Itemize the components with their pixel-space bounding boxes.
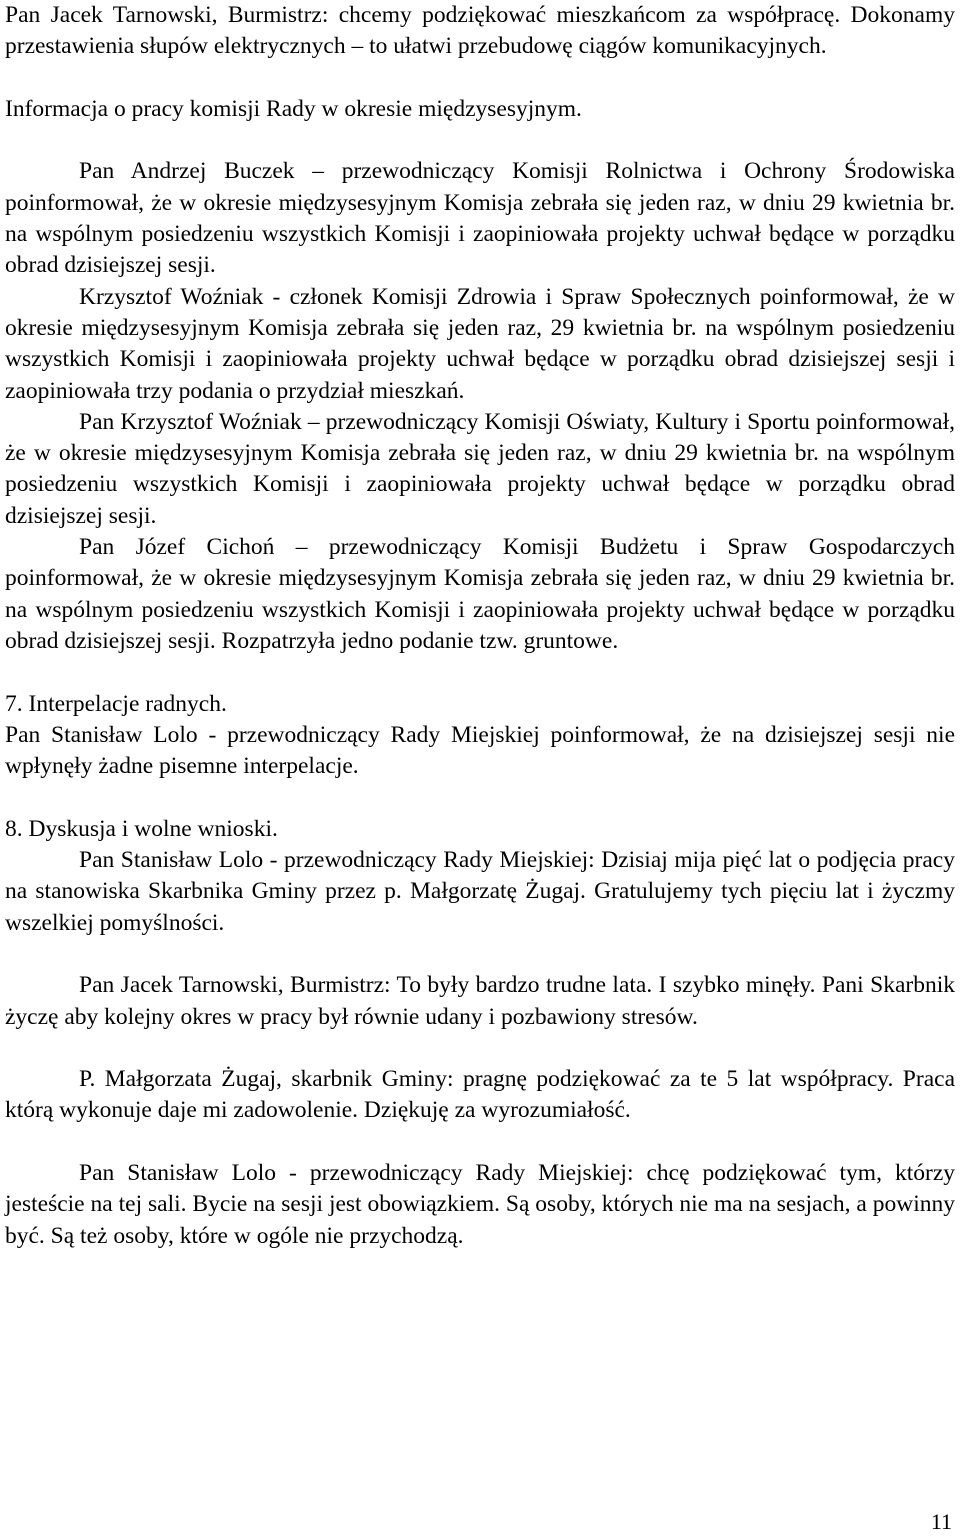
paragraph-cichon-report: Pan Józef Cichoń – przewodniczący Komisji Budżetu i Spraw Gospodarczych poinformował, że w okresie międzysesyjnym Komisja zebrała się jeden raz, w dniu 29 kwietnia br. na wspólnym posiedzeniu wszystkich Komisji i zaopiniowała projekty uchwał będące w porządku obrad dzisiejszej sesji. Rozpatrzyła jedno podanie tzw. gruntowe. [5, 534, 955, 654]
paragraph-wozniak-education-report: Pan Krzysztof Woźniak – przewodniczący Komisji Oświaty, Kultury i Sportu poinformował, że w okresie międzysesyjnym Komisja zebrała się jeden raz, w dniu 29 kwietnia br. na wspólnym posiedzeniu wszystkich Komisji i zaopiniowała projekty uchwał będące w porządku obrad dzisiejszej sesji. [5, 408, 955, 529]
paragraph-tarnowski-wishes: Pan Jacek Tarnowski, Burmistrz: To były bardzo trudne lata. I szybko minęły. Pani Skarbnik życzę aby kolejny okres w pracy był równie udany i pozbawiony stresów. [5, 972, 955, 1030]
paragraph-zugaj-thanks: P. Małgorzata Żugaj, skarbnik Gminy: pragnę podziękować za te 5 lat współpracy. Praca którą wykonuje daje mi zadowolenie. Dziękuję za wyrozumiałość. [5, 1066, 955, 1124]
paragraph-lolo-congratulations: Pan Stanisław Lolo - przewodniczący Rady Miejskiej: Dzisiaj mija pięć lat o podjęcia pracy na stanowiska Skarbnika Gminy przez p. Małgorzatę Żugaj. Gratulujemy tych pięciu lat i życzmy wszelkiej pomyślności. [5, 847, 955, 936]
paragraph-lolo-interpellations: Pan Stanisław Lolo - przewodniczący Rady Miejskiej poinformował, że na dzisiejszej sesji nie wpłynęły żadne pisemne interpelacje. [5, 721, 955, 780]
section-heading-discussion: 8. Dyskusja i wolne wnioski. [5, 815, 278, 842]
section-heading-interpellations: 7. Interpelacje radnych. [5, 690, 227, 717]
paragraph-wozniak-health-report: Krzysztof Woźniak - członek Komisji Zdrowia i Spraw Społecznych poinformował, że w okresie międzysesyjnym Komisja zebrała się jeden raz, 29 kwietnia br. na wspólnym posiedzeniu wszystkich Komisji i zaopiniowała projekty uchwał będące w porządku obrad dzisiejszej sesji i zaopiniowała trzy podania o przydział mieszkań. [5, 283, 955, 404]
paragraph-buczek-report: Pan Andrzej Buczek – przewodniczący Komisji Rolnictwa i Ochrony Środowiska poinformował, że w okresie międzysesyjnym Komisja zebrała się jeden raz, w dniu 29 kwietnia br. na wspólnym posiedzeniu wszystkich Komisji i zaopiniowała projekty uchwał będące w porządku obrad dzisiejszej sesji. [5, 158, 955, 279]
paragraph-burmistrz-thanks: Pan Jacek Tarnowski, Burmistrz: chcemy podziękować mieszkańcom za współpracę. Dokonamy przestawienia słupów elektrycznych – to ułatwi przebudowę ciągów komunikacyjnych. [5, 2, 955, 60]
paragraph-lolo-closing: Pan Stanisław Lolo - przewodniczący Rady Miejskiej: chcę podziękować tym, którzy jesteście na tej sali. Bycie na sesji jest obowiązkiem. Są osoby, których nie ma na sesjach, a powinny być. Są też osoby, które w ogóle nie przychodzą. [5, 1159, 955, 1249]
page-number: 11 [930, 1509, 952, 1534]
paragraph-commission-info-heading: Informacja o pracy komisji Rady w okresie międzysesyjnym. [5, 95, 582, 122]
